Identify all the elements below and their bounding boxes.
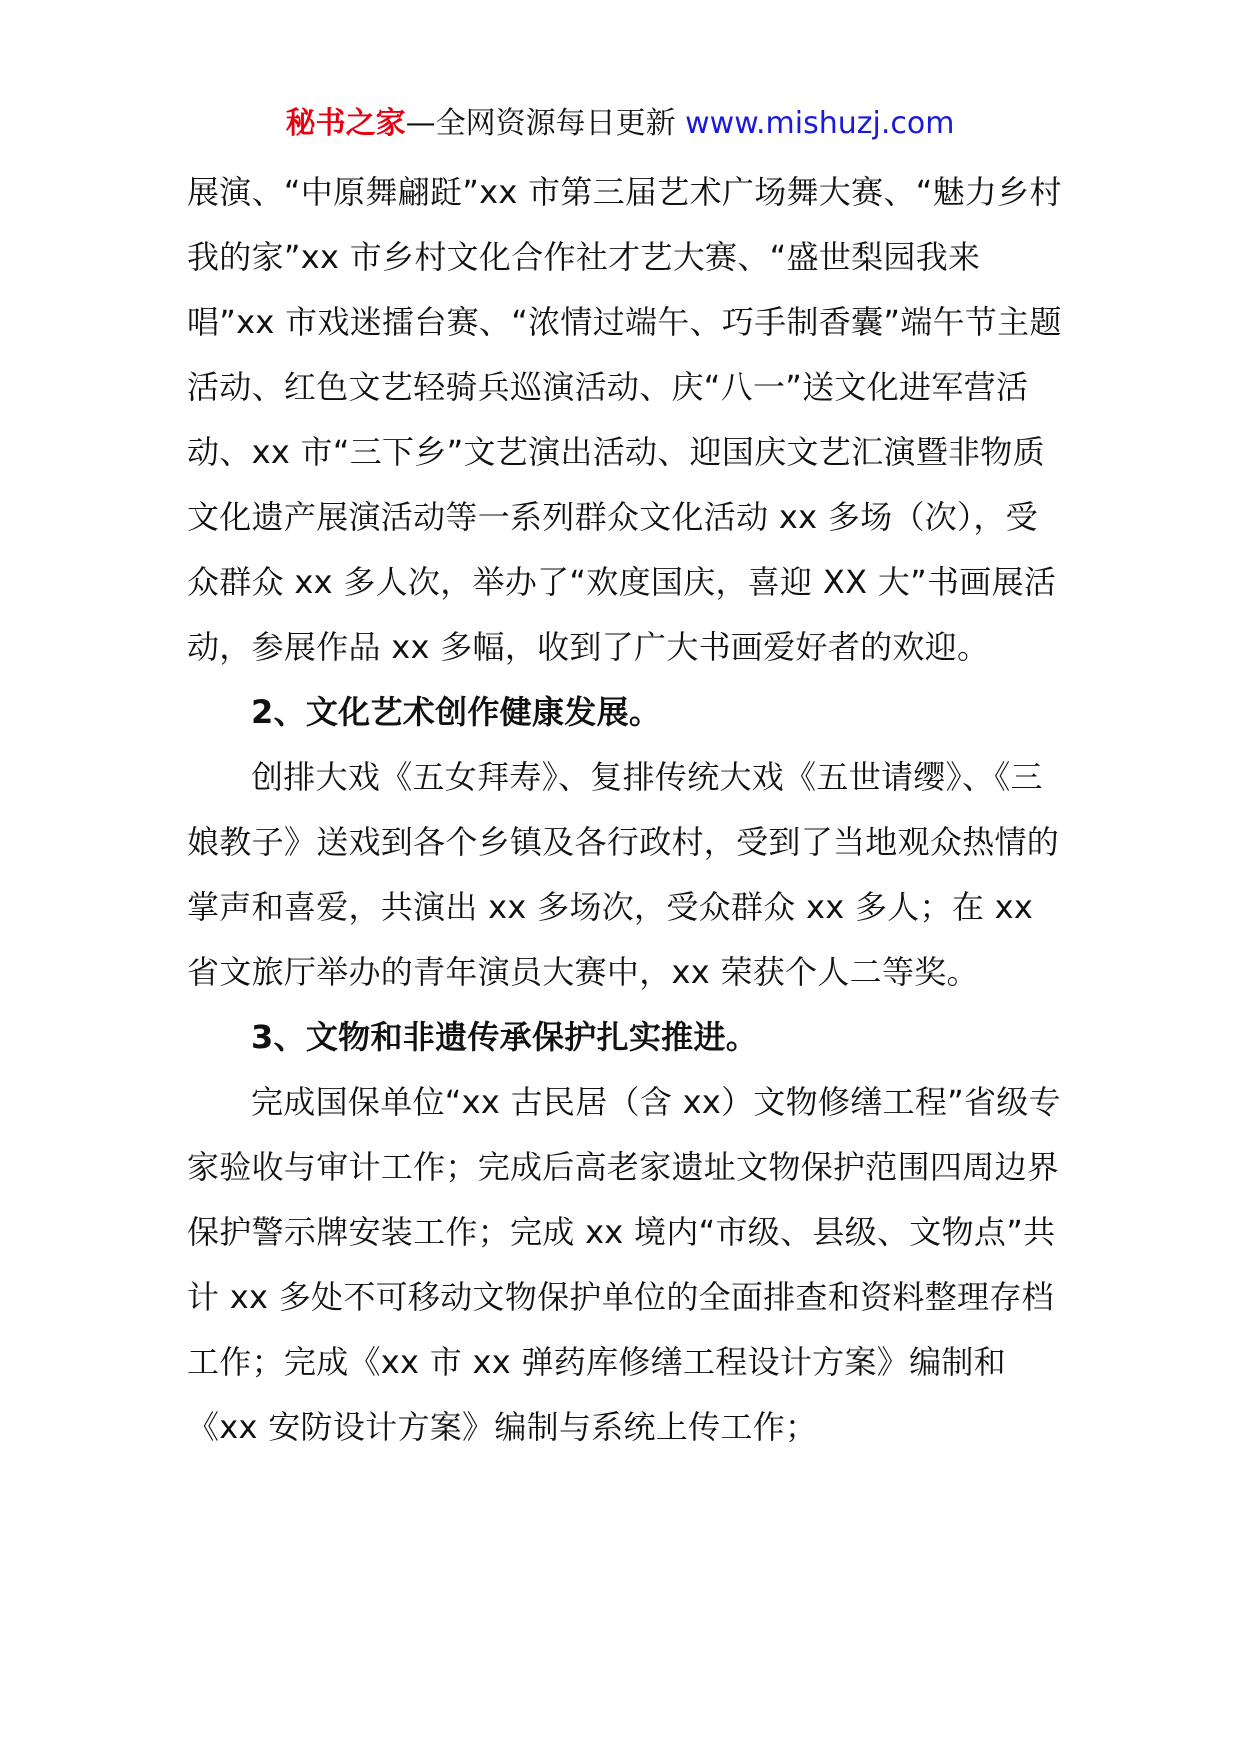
document-body (187, 160, 1067, 1460)
section-heading-heritage: 3、文物和非遗传承保护扎实推进。 (251, 1018, 759, 1056)
paragraph-art-creation: 创排大戏《五女拜寿》、复排传统大戏《五世请缨》、《三娘教子》送戏到各个乡镇及各行政村，受到了当地观众热情的掌声和喜爱，共演出 xx 多场次，受众群众 xx 多人；在 xx 省文旅厅举办的青年演员大赛中，xx 荣获个人二等奖。 (187, 758, 1060, 991)
paragraph-activities: 展演、“中原舞翩跹”xx 市第三届艺术广场舞大赛、“魅力乡村我的家”xx 市乡村文化合作社才艺大赛、“盛世梨园我来唱”xx 市戏迷擂台赛、“浓情过端午、巧手制香囊”端午节主题活动、红色文艺轻骑兵巡演活动、庆“八一”送文化进军营活动、xx 市“三下乡”文艺演出活动、迎国庆文艺汇演暨非物质文化遗产展演活动等一系列群众文化活动 xx 多场（次），受众群众 xx 多人次，举办了“欢度国庆，喜迎 XX 大”书画展活动，参展作品 xx 多幅，收到了广大书画爱好者的欢迎。 (187, 173, 1062, 666)
brand-name: 秘书之家 (285, 106, 406, 141)
website-link[interactable]: www.mishuzj.com (685, 106, 955, 141)
paragraph-heritage: 完成国保单位“xx 古民居（含 xx）文物修缮工程”省级专家验收与审计工作；完成后高老家遗址文物保护范围四周边界保护警示牌安装工作；完成 xx 境内“市级、县级、文物点”共计 xx 多处不可移动文物保护单位的全面排查和资料整理存档工作；完成《xx 市 xx 弹药库修缮工程设计方案》编制和《xx 安防设计方案》编制与系统上传工作； (187, 1083, 1061, 1446)
section-heading-art-creation: 2、文化艺术创作健康发展。 (251, 693, 662, 731)
page-header (0, 104, 1240, 144)
header-tagline: —全网资源每日更新 (405, 106, 686, 141)
